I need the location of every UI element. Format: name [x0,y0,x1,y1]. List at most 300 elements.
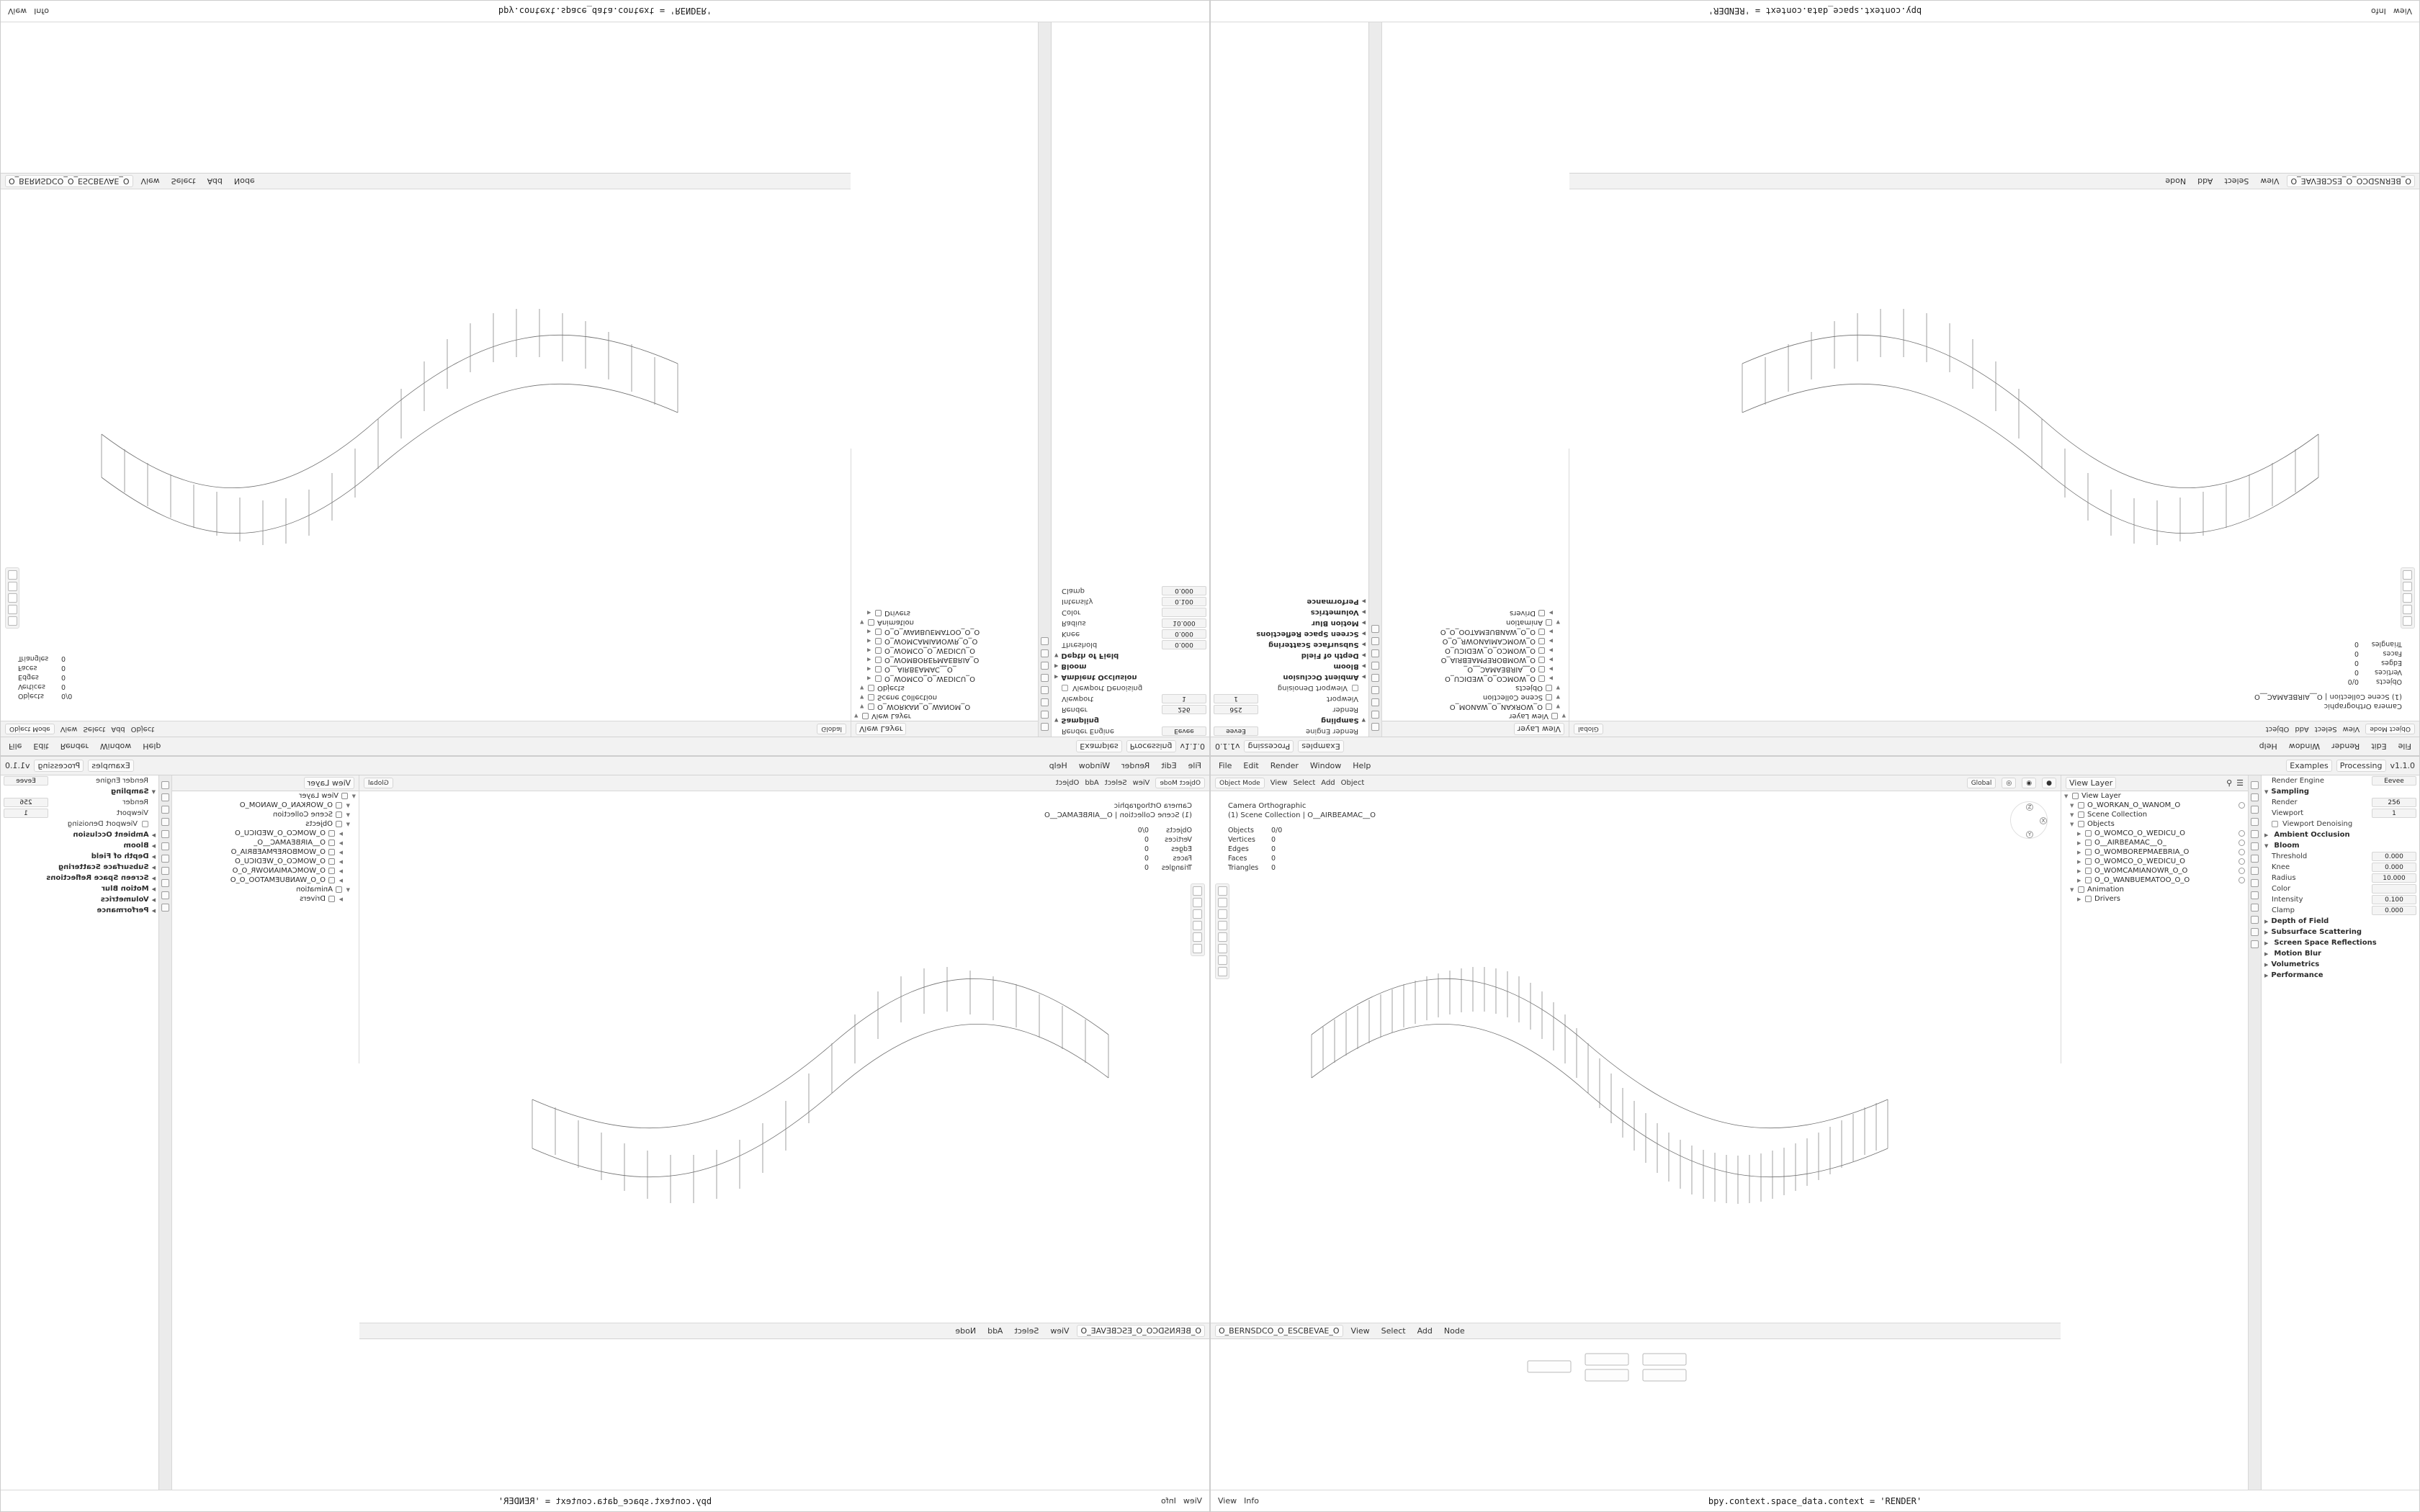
viewport-menu-add[interactable]: Add [111,725,125,733]
section-bloom[interactable]: ▼ Bloom [2264,842,2300,850]
physics-tab-icon[interactable] [161,879,169,887]
outliner-tree[interactable] [851,608,1038,721]
workspace-tab-examples[interactable]: Examples [1298,740,1343,752]
data-tab-icon[interactable] [161,891,169,899]
bloom-intensity-row[interactable]: Intensity 0.100 [2262,894,2420,905]
outliner-row[interactable]: ▶ O_O_WANBUEMATOO_O_O [867,628,980,636]
view-layer-tab-icon[interactable] [1371,686,1379,694]
outliner-row[interactable]: ▼ O_WORKAN_O_WANOM_O [2061,801,2248,810]
section-screen-space-reflections[interactable]: ▶ Screen Space Reflections [46,874,156,882]
modifier-tab-icon[interactable] [1041,637,1049,645]
outliner-row[interactable]: ▶ O__AIRBEAMAC__O_ [1464,665,1553,673]
outliner-tree[interactable] [172,791,359,904]
tool-select-icon[interactable] [1218,886,1227,896]
section-screen-space-reflections[interactable]: ▶ Screen Space Reflections [2264,939,2377,947]
section-motion-blur[interactable]: ▶ Motion Blur [102,885,156,893]
dof-intensity-value[interactable]: 0.100 [1162,597,1206,606]
outliner-display-mode[interactable]: View Layer [2066,777,2116,789]
bloom-clamp-row[interactable]: Clamp 0.000 [2262,905,2420,916]
outliner-row[interactable]: ▶ O_O_WANBUEMATOO_O_O [2061,876,2248,885]
outliner-row[interactable]: ▼ Scene Collection [2070,811,2148,819]
workspace-tab-processing[interactable]: Processing [2336,760,2386,772]
gizmo-axis-y[interactable]: Y [2026,831,2033,838]
node-menu-node[interactable]: Node [1443,1326,1465,1336]
material-tab-icon[interactable] [1371,625,1379,633]
viewport-menu-add[interactable]: Add [1085,779,1099,787]
section-subsurface-scattering[interactable]: ▶ Subsurface Scattering [1268,641,1366,649]
physics-tab-icon[interactable] [2251,891,2259,899]
object-tab-icon[interactable] [1371,649,1379,657]
scene-tab-icon[interactable] [1371,674,1379,682]
tool-select-icon[interactable] [8,616,17,626]
scene-tab-icon[interactable] [1041,674,1049,682]
node-editor-bottom-right[interactable] [359,1323,1209,1494]
viewport-toolbar[interactable] [1215,883,1229,979]
tool-transform-icon[interactable] [1193,944,1203,953]
material-tab-icon[interactable] [2251,928,2259,936]
sampling-render-value[interactable]: 256 [1214,705,1258,714]
tool-rotate-icon[interactable] [1193,921,1203,930]
topbar-menu-edit[interactable]: Edit [33,742,49,751]
render-tab-icon[interactable] [161,793,169,801]
outliner-row[interactable]: ▶ O_WOMCO_O_WEDICU_O [2061,829,2248,838]
viewport-3d-top-left[interactable] [1,189,851,737]
modifier-tab-icon[interactable] [2251,867,2259,875]
workspace-tab-processing[interactable]: Processing [35,760,84,772]
viewport-menu-add[interactable]: Add [2295,725,2309,733]
tool-move-icon[interactable] [1218,909,1227,919]
viewport-menu-select[interactable]: Select [1293,779,1316,787]
outliner-row[interactable]: ▶ O_WOMBOREPMAEBRIA_O [2061,847,2248,857]
render-engine-row[interactable]: Render Engine Eevee [1210,726,1368,737]
visibility-icon[interactable] [2238,830,2245,837]
topbar-menu-render[interactable]: Render [60,742,89,751]
visibility-icon[interactable] [2238,840,2245,846]
sampling-render-row[interactable]: Render 256 [0,797,158,808]
outliner-row[interactable]: ▼ View Layer [1509,712,1566,720]
viewport-menu-select[interactable]: Select [83,725,106,733]
outliner-row[interactable]: ▶ O__AIRBEAMAC__O_ [2061,838,2248,847]
node-menu-view[interactable]: View [1050,1326,1070,1336]
transform-orientation-selector[interactable]: Global [364,778,393,788]
dof-intensity-row[interactable]: Intensity 0.100 [1052,596,1210,607]
node-editor-type[interactable]: O_BERNSDCO_O_ESCBEVAE_O [1077,1325,1205,1337]
viewport-menu-object[interactable]: Object [1055,779,1080,787]
tool-scale-icon[interactable] [2403,570,2413,580]
dof-radius-row[interactable]: Radius 10.000 [1052,618,1210,629]
transform-orientation-selector[interactable]: Global [1574,724,1603,734]
outliner-row[interactable]: ▼ Objects [2070,820,2115,828]
bloom-color-row[interactable]: Color [2262,883,2420,894]
viewport-denoising-checkbox[interactable] [142,821,148,827]
outliner-row[interactable]: ▼ Animation [296,886,350,894]
section-bloom[interactable]: ▶ Bloom [123,842,156,850]
section-subsurface-scattering[interactable]: ▶ Subsurface Scattering [58,863,156,871]
topbar-menu-help[interactable]: Help [143,742,161,751]
outliner-row[interactable]: ▶ O_WOMBOREPMAEBRIA_O [867,656,980,664]
bloom-knee-row[interactable]: Knee 0.000 [2262,862,2420,873]
bloom-clamp-value[interactable]: 0.000 [2372,906,2416,915]
viewport-denoising-row[interactable]: Viewport Denoising [2262,819,2420,829]
dof-knee-value[interactable]: 0.000 [1162,629,1206,639]
view-layer-tab-icon[interactable] [2251,818,2259,826]
sampling-render-row[interactable]: Render 256 [1052,704,1210,715]
outliner-row[interactable]: ▼ Animation [2070,886,2124,894]
tool-scale-icon[interactable] [8,570,17,580]
tool-rotate-icon[interactable] [2403,582,2413,591]
world-tab-icon[interactable] [1371,662,1379,670]
tool-measure-icon[interactable] [1218,967,1227,976]
node-menu-select[interactable]: Select [2224,176,2249,186]
outliner-row[interactable]: ▶ O_WOMCAMIANOWR_O_O [1442,637,1553,645]
section-depth-of-field[interactable]: ▼ Depth of Field [1054,652,1119,660]
node-editor-top-left[interactable] [1,18,851,189]
node-menu-select[interactable]: Select [171,176,196,186]
outliner-row[interactable]: ▶ O_WOMCAMIANOWR_O_O [232,867,343,875]
outliner-row[interactable]: ▶ Drivers [1510,609,1553,617]
object-mode-selector[interactable]: Object Mode [5,724,55,734]
console-view-menu[interactable]: View [2393,6,2412,16]
node-menu-select[interactable]: Select [1381,1326,1406,1336]
topbar-menu-help[interactable]: Help [2259,742,2277,751]
outliner-row[interactable]: ▶ O_WOMCO_O_WEDICU_O [2061,857,2248,866]
workspace-tab-examples[interactable]: Examples [1076,740,1121,752]
sampling-render-value[interactable]: 256 [2372,798,2416,807]
dof-color-swatch[interactable] [1162,608,1206,617]
outliner-row[interactable]: ▼ O_WORKAN_O_WANOM_O [239,801,350,809]
viewport-menu-view[interactable]: View [1132,779,1150,787]
section-bloom[interactable]: ▶ Bloom [1054,662,1087,670]
dof-clamp-row[interactable]: Clamp 0.000 [1052,585,1210,596]
workspace-tab-examples[interactable]: Examples [88,760,133,772]
viewport-menu-view[interactable]: View [60,725,78,733]
topbar-menu-file[interactable]: File [1188,761,1201,770]
sampling-viewport-value[interactable]: 1 [1214,694,1258,703]
outliner-row[interactable]: ▶ O_WOMCAMIANOWR_O_O [2061,866,2248,876]
outliner-row[interactable]: ▼ Animation [1506,618,1560,626]
snapping-toggle[interactable]: ◎ [2002,778,2016,788]
bloom-color-swatch[interactable] [2372,884,2416,894]
properties-editor-top-left[interactable] [1038,17,1210,737]
bloom-threshold-row[interactable]: Threshold 0.000 [2262,851,2420,862]
object-mode-selector[interactable]: Object Mode [2365,724,2415,734]
properties-editor-top-right[interactable] [1210,17,1382,737]
view-layer-tab-icon[interactable] [161,818,169,826]
tool-tab-icon[interactable] [1041,723,1049,731]
gizmo-axis-x[interactable]: X [2040,817,2047,824]
visibility-icon[interactable] [2238,877,2245,883]
outliner-row[interactable]: ▶ Drivers [300,895,343,903]
outliner-row[interactable]: ▼ View Layer [854,712,911,720]
viewport-toolbar[interactable] [5,567,19,629]
node-menu-node[interactable]: Node [2165,176,2187,186]
node-editor-type[interactable]: O_BERNSDCO_O_ESCBEVAE_O [2287,175,2415,187]
output-tab-icon[interactable] [161,806,169,814]
world-tab-icon[interactable] [161,842,169,850]
data-tab-icon[interactable] [2251,916,2259,924]
texture-tab-icon[interactable] [2251,940,2259,948]
tool-move-icon[interactable] [2403,593,2413,603]
properties-tab-rail[interactable] [1039,17,1052,737]
topbar-menu-file[interactable]: File [2398,742,2411,751]
render-engine-value[interactable]: Eevee [2372,776,2416,786]
render-tab-icon[interactable] [1371,711,1379,719]
visibility-icon[interactable] [2238,849,2245,855]
section-performance[interactable]: ▶ Performance [1307,598,1366,606]
node-menu-add[interactable]: Add [2197,176,2213,186]
outliner-row[interactable]: ▶ O_O_WANBUEMATOO_O_O [230,876,343,884]
outliner-row[interactable]: ▼ View Layer [299,792,356,800]
scene-tab-icon[interactable] [2251,830,2259,838]
console-view-menu[interactable]: View [1218,1496,1237,1506]
viewport-denoising-row[interactable]: Viewport Denoising [1210,683,1368,693]
outliner-row[interactable]: ▶ O_WOMBOREPMAEBRIA_O [230,848,343,856]
node-menu-add[interactable]: Add [987,1326,1003,1336]
dof-radius-value[interactable]: 10.000 [1162,618,1206,628]
section-screen-space-reflections[interactable]: ▶ Screen Space Reflections [1256,630,1366,638]
sampling-viewport-value[interactable]: 1 [2372,809,2416,818]
object-tab-icon[interactable] [1041,649,1049,657]
tool-tab-icon[interactable] [1371,723,1379,731]
properties-tab-rail[interactable] [1368,17,1381,737]
node-menu-view[interactable]: View [140,176,160,186]
section-sampling[interactable]: ▼ Sampling [110,788,156,796]
topbar-menu-help[interactable]: Help [1049,761,1067,770]
bloom-radius-value[interactable]: 10.000 [2372,873,2416,883]
outliner-row[interactable]: ▼ O_WORKAN_O_WANOM_O [1449,703,1560,711]
node-graph[interactable] [1211,1339,2061,1490]
topbar-menu-window[interactable]: Window [99,742,132,751]
topbar-menu-file[interactable]: File [9,742,22,751]
outliner-bottom-right[interactable] [172,775,359,1063]
topbar-menu-help[interactable]: Help [1353,761,1371,770]
world-tab-icon[interactable] [2251,842,2259,850]
render-engine-row[interactable]: Render Engine Eevee [2262,775,2420,786]
topbar-menu-edit[interactable]: Edit [1161,761,1177,770]
viewport-3d-bottom-right[interactable] [359,775,1209,1323]
world-tab-icon[interactable] [1041,662,1049,670]
section-depth-of-field[interactable]: ▶ Depth of Field [91,852,156,860]
object-mode-selector[interactable]: Object Mode [1155,778,1205,788]
viewport-menu-object[interactable]: Object [130,725,155,733]
console-info-menu[interactable]: Info [1244,1496,1259,1506]
material-tab-icon[interactable] [161,904,169,912]
visibility-icon[interactable] [2238,858,2245,865]
outliner-row[interactable]: ▼ Objects [305,820,350,828]
sampling-viewport-row[interactable]: Viewport 1 [0,808,158,819]
console-info-menu[interactable]: Info [2371,6,2386,16]
outliner-row[interactable]: ▶ O__AIRBEAMAC__O_ [254,839,343,847]
output-tab-icon[interactable] [2251,806,2259,814]
render-engine-value[interactable]: Eevee [1162,726,1206,736]
section-performance[interactable]: ▶ Performance [97,906,156,914]
gizmo-axis-z[interactable]: Z [2026,804,2033,811]
node-editor-type[interactable]: O_BERNSDCO_O_ESCBEVAE_O [1215,1325,1343,1337]
console-view-menu[interactable]: View [8,6,27,16]
render-engine-row[interactable]: Render Engine Eevee [0,775,158,786]
viewport-3d-top-right[interactable] [1569,189,2419,737]
viewport-menu-view[interactable]: View [1270,779,1288,787]
node-editor-bottom-left[interactable] [1211,1323,2061,1494]
section-volumetrics[interactable]: ▶ Volumetrics [1310,608,1366,616]
tool-cursor-icon[interactable] [2403,605,2413,614]
sampling-render-value[interactable]: 256 [1162,705,1206,714]
outliner-row[interactable]: ▼ Animation [860,618,914,626]
section-ambient-occlusion[interactable]: ▶ Ambient Occlusion [1283,673,1366,681]
bloom-knee-value[interactable]: 0.000 [2372,863,2416,872]
visibility-icon[interactable] [2238,802,2245,809]
outliner-row[interactable]: ▼ O_WORKAN_O_WANOM_O [860,703,971,711]
properties-tab-rail[interactable] [158,775,171,1495]
section-volumetrics[interactable]: ▶ Volumetrics [100,896,156,904]
viewport-denoising-checkbox[interactable] [1062,685,1068,691]
outliner-row[interactable]: ▶ O_WOMCAMIANOWR_O_O [867,637,978,645]
outliner-row[interactable]: ▶ Drivers [2077,895,2120,903]
dof-clamp-value[interactable]: 0.000 [1162,586,1206,595]
node-menu-add[interactable]: Add [1417,1326,1433,1336]
topbar-menu-edit[interactable]: Edit [1243,761,1259,770]
sampling-render-value[interactable]: 256 [4,798,48,807]
topbar-menu-window[interactable]: Window [2288,742,2321,751]
node-editor-top-right[interactable] [1569,18,2419,189]
section-subsurface-scattering[interactable]: ▶ Subsurface Scattering [2264,928,2362,936]
section-volumetrics[interactable]: ▶ Volumetrics [2264,960,2320,968]
topbar-menu-edit[interactable]: Edit [2371,742,2387,751]
bloom-intensity-value[interactable]: 0.100 [2372,895,2416,904]
node-menu-add[interactable]: Add [207,176,223,186]
tool-cursor-icon[interactable] [1218,898,1227,907]
viewport-menu-select[interactable]: Select [2314,725,2337,733]
tool-move-icon[interactable] [8,593,17,603]
modifier-tab-icon[interactable] [161,867,169,875]
properties-editor-bottom-left[interactable] [2248,775,2420,1495]
outliner-bottom-left[interactable] [2061,775,2248,1063]
properties-editor-bottom-right[interactable] [0,775,172,1495]
viewport-menu-object[interactable]: Object [1340,779,1365,787]
tool-transform-icon[interactable] [1218,944,1227,953]
constraint-tab-icon[interactable] [2251,904,2259,912]
workspace-tab-examples[interactable]: Examples [2286,760,2331,772]
outliner-row[interactable]: ▶ O_WOMCO_O_WEDICU_O [867,647,976,654]
outliner-filter-icon[interactable]: ☰ [2236,778,2244,788]
modifier-tab-icon[interactable] [1371,637,1379,645]
tool-scale-icon[interactable] [1193,932,1203,942]
viewport-denoising-checkbox[interactable] [1352,685,1358,691]
outliner-row[interactable]: ▼ Objects [1515,684,1560,692]
tool-rotate-icon[interactable] [1218,921,1227,930]
sampling-viewport-row[interactable]: Viewport 1 [2262,808,2420,819]
outliner-row[interactable]: ▶ O_WOMCO_O_WEDICU_O [234,829,343,837]
outliner-row[interactable]: ▼ Scene Collection [1482,693,1560,701]
topbar-menu-render[interactable]: Render [1121,761,1150,770]
tool-scale-icon[interactable] [1218,932,1227,942]
tool-rotate-icon[interactable] [8,582,17,591]
outliner-row[interactable]: ▶ O_WOMCO_O_WEDICU_O [867,675,976,683]
output-tab-icon[interactable] [1371,698,1379,706]
transform-orientation-selector[interactable]: Global [817,724,846,734]
tool-tab-icon[interactable] [2251,781,2259,789]
outliner-row[interactable]: ▶ O_WOMCO_O_WEDICU_O [1444,675,1553,683]
outliner-row[interactable]: ▶ O_WOMBOREPMAEBRIA_O [1440,656,1553,664]
particles-tab-icon[interactable] [2251,879,2259,887]
sampling-viewport-value[interactable]: 1 [4,809,48,818]
properties-tab-rail[interactable] [2249,775,2262,1495]
viewport-menu-view[interactable]: View [2342,725,2360,733]
viewport-menu-add[interactable]: Add [1321,779,1335,787]
outliner-row[interactable]: ▶ O_O_WANBUEMATOO_O_O [1440,628,1553,636]
section-bloom[interactable]: ▶ Bloom [1333,662,1366,670]
topbar-menu-render[interactable]: Render [2331,742,2360,751]
section-ambient-occlusion[interactable]: ▶ Ambient Occlusion [1054,673,1137,681]
console-info-menu[interactable]: Info [34,6,49,16]
outliner-row[interactable]: ▶ O_WOMCO_O_WEDICU_O [1444,647,1553,654]
sampling-render-row[interactable]: Render 256 [1210,704,1368,715]
section-motion-blur[interactable]: ▶ Motion Blur [1312,619,1366,627]
object-tab-icon[interactable] [161,855,169,863]
render-engine-value[interactable]: Eevee [1214,726,1258,736]
tool-cursor-icon[interactable] [1193,898,1203,907]
tool-select-icon[interactable] [2403,616,2413,626]
render-engine-row[interactable]: Render Engine Eevee [1052,726,1210,737]
outliner-display-mode[interactable]: View Layer [856,723,906,735]
section-sampling[interactable]: ▼ Sampling [2264,788,2310,796]
workspace-tab-processing[interactable]: Processing [1245,740,1294,752]
dof-color-row[interactable]: Color [1052,607,1210,618]
outliner-display-mode[interactable]: View Layer [1514,723,1564,735]
section-motion-blur[interactable]: ▶ Motion Blur [2264,950,2321,958]
topbar-menu-render[interactable]: Render [1270,761,1299,770]
section-sampling[interactable]: ▼ Sampling [1320,716,1366,724]
dof-threshold-value[interactable]: 0.000 [1162,640,1206,649]
render-tab-icon[interactable] [2251,793,2259,801]
viewport-3d-bottom-left[interactable] [1211,775,2061,1323]
node-editor-type[interactable]: O_BERNSDCO_O_ESCBEVAE_O [5,175,133,187]
viewport-toolbar[interactable] [1191,883,1205,956]
console-view-menu[interactable]: View [1183,1496,1202,1506]
viewport-toolbar[interactable] [2401,567,2415,629]
topbar-menu-window[interactable]: Window [1078,761,1111,770]
section-depth-of-field[interactable]: ▶ Depth of Field [1301,652,1366,660]
viewport-denoising-row[interactable]: Viewport Denoising [0,819,158,829]
node-menu-node[interactable]: Node [955,1326,977,1336]
tool-annotate-icon[interactable] [1218,955,1227,965]
shading-solid-toggle[interactable]: ● [2042,778,2056,788]
section-sampling[interactable]: ▼ Sampling [1054,716,1100,724]
navigation-gizmo[interactable] [2010,801,2048,839]
render-engine-value[interactable]: Eevee [4,776,48,786]
topbar-menu-file[interactable]: File [1219,761,1232,770]
sampling-viewport-row[interactable]: Viewport 1 [1052,693,1210,704]
console-info-menu[interactable]: Info [1161,1496,1176,1506]
workspace-tab-processing[interactable]: Processing [1126,740,1176,752]
outliner-row[interactable]: ▼ View Layer [2064,792,2121,800]
sampling-viewport-row[interactable]: Viewport 1 [1210,693,1368,704]
node-menu-node[interactable]: Node [233,176,255,186]
section-performance[interactable]: ▶ Performance [2264,971,2323,979]
scene-tab-icon[interactable] [161,830,169,838]
viewport-denoising-checkbox[interactable] [2272,821,2278,827]
sampling-render-row[interactable]: Render 256 [2262,797,2420,808]
sampling-viewport-value[interactable]: 1 [1162,694,1206,703]
outliner-row[interactable]: ▼ Scene Collection [860,693,938,701]
outliner-tree[interactable] [1382,608,1569,721]
output-tab-icon[interactable] [1041,698,1049,706]
outliner-search-icon[interactable]: ⚲ [2226,778,2233,788]
proportional-edit-toggle[interactable]: ◉ [2022,778,2036,788]
tool-tab-icon[interactable] [161,781,169,789]
dof-knee-row[interactable]: Knee 0.000 [1052,629,1210,639]
outliner-tree[interactable] [2061,791,2248,904]
